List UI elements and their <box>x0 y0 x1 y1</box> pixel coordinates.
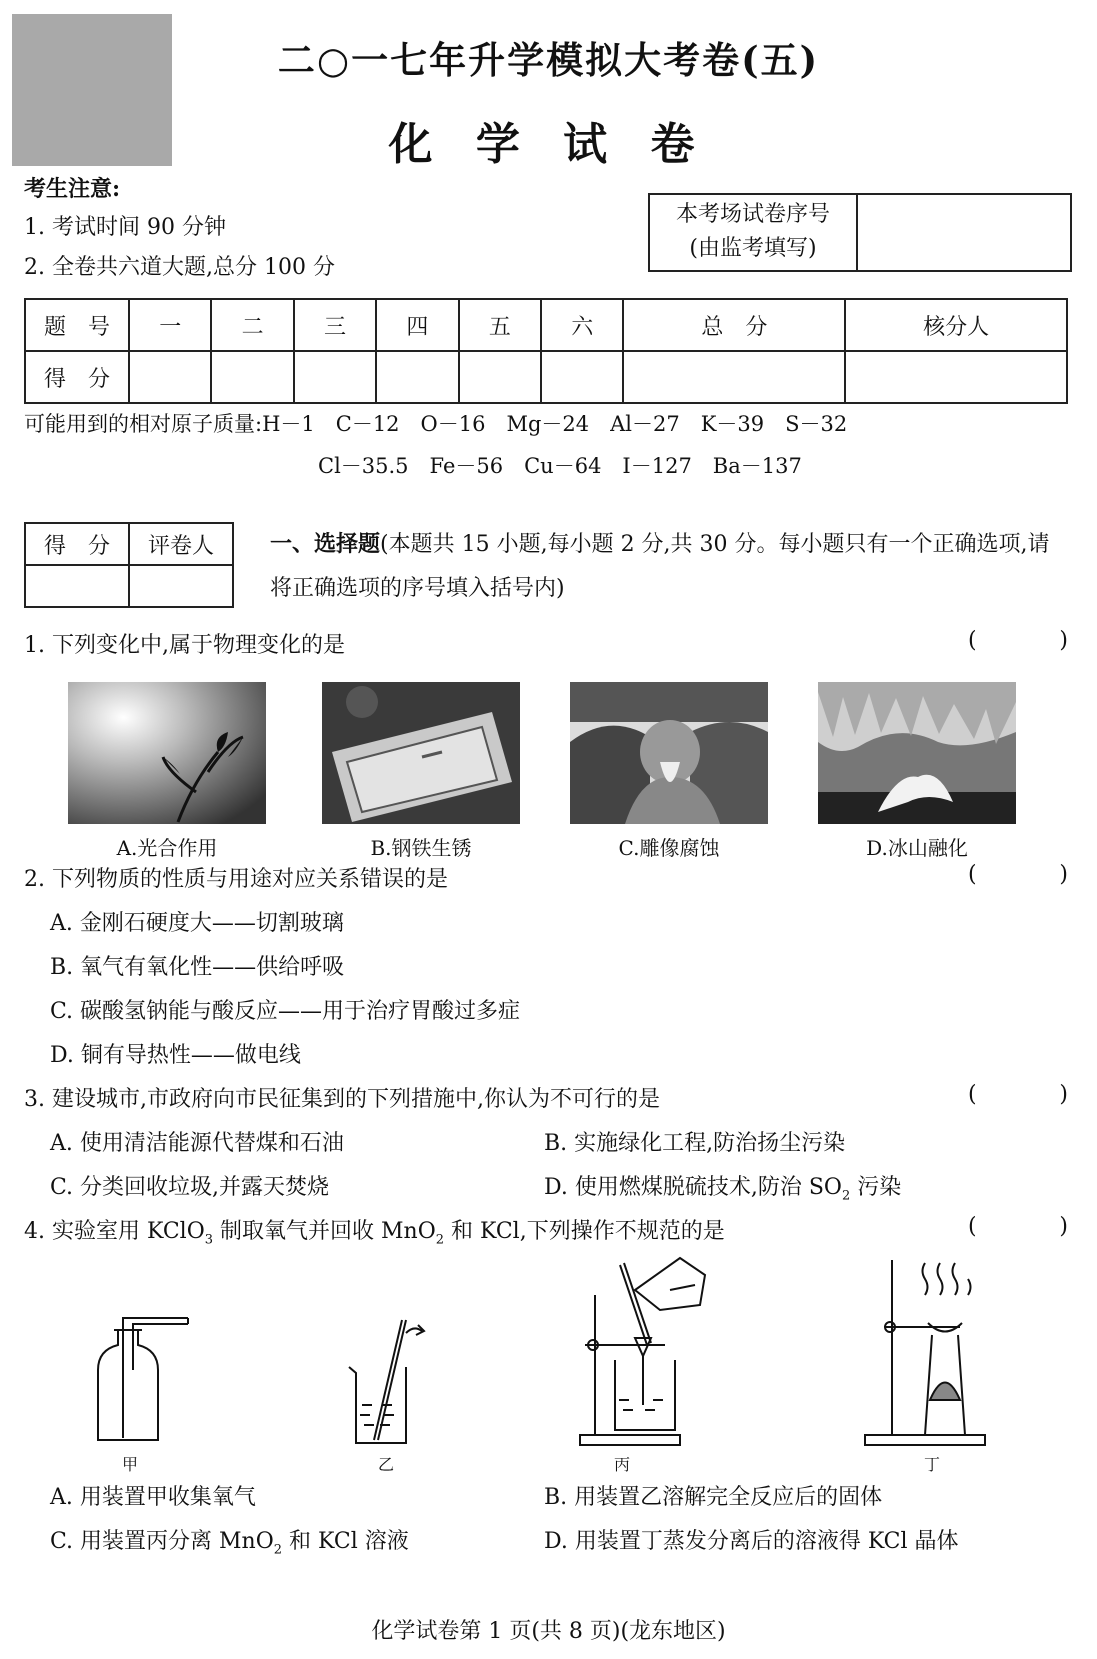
grader-table <box>24 522 234 608</box>
exam-subtitle: 化 学 试 卷 <box>388 119 709 170</box>
beaker-stirring-apparatus <box>344 1315 434 1445</box>
notice-item: 2. 全卷共六道大题,总分 100 分 <box>24 255 335 280</box>
score-header: 总 分 <box>623 299 845 351</box>
atomic-masses-line2: Cl－35.5 Fe－56 Cu－64 I－127 Ba－137 <box>318 454 802 478</box>
atomic-masses-line1: 可能用到的相对原子质量:H－1 C－12 O－16 Mg－24 Al－27 K－39 S－32 <box>24 412 848 436</box>
score-header: 题 号 <box>25 299 129 351</box>
score-header: 一 <box>129 299 211 351</box>
option-caption-d: D.冰山融化 <box>866 836 968 860</box>
grader-score-label: 得 分 <box>25 523 129 565</box>
question-3-stem: 3. 建设城市,市政府向市民征集到的下列措施中,你认为不可行的是 <box>24 1087 660 1112</box>
option-b: B. 实施绿化工程,防治扬尘污染 <box>544 1131 846 1156</box>
option-d: D. 铜有导热性——做电线 <box>50 1043 301 1068</box>
option-caption-c: C.雕像腐蚀 <box>618 836 720 860</box>
score-cell[interactable] <box>376 351 458 403</box>
photosynthesis-photo <box>68 682 266 824</box>
filtration-apparatus <box>575 1250 725 1450</box>
paper-sequence-box <box>648 193 1072 272</box>
melting-iceberg-photo <box>818 682 1016 824</box>
exam-title: 二○一七年升学模拟大考卷(五) <box>277 38 820 82</box>
answer-bracket[interactable]: ( ) <box>968 862 1068 887</box>
option-d: D. 用装置丁蒸发分离后的溶液得 KCl 晶体 <box>544 1529 959 1554</box>
score-cell[interactable] <box>211 351 293 403</box>
answer-bracket[interactable]: ( ) <box>968 1214 1068 1239</box>
score-header: 五 <box>459 299 541 351</box>
score-row-label: 得 分 <box>25 351 129 403</box>
option-b: B. 用装置乙溶解完全反应后的固体 <box>544 1485 883 1510</box>
apparatus-label-bing: 丙 <box>614 1455 631 1474</box>
score-header: 六 <box>541 299 623 351</box>
option-a: A. 用装置甲收集氧气 <box>50 1485 256 1510</box>
score-cell[interactable] <box>459 351 541 403</box>
score-cell[interactable] <box>294 351 376 403</box>
apparatus-label-ding: 丁 <box>924 1455 941 1474</box>
page-footer: 化学试卷第 1 页(共 8 页)(龙东地区) <box>371 1619 726 1644</box>
score-header: 四 <box>376 299 458 351</box>
apparatus-label-jia: 甲 <box>122 1455 139 1474</box>
score-cell[interactable] <box>129 351 211 403</box>
evaporation-apparatus <box>860 1255 990 1450</box>
grader-label: 评卷人 <box>129 523 233 565</box>
score-table <box>24 298 1068 404</box>
score-header: 核分人 <box>845 299 1067 351</box>
option-a: A. 金刚石硬度大——切割玻璃 <box>50 911 344 936</box>
sequence-label: 本考场试卷序号 (由监考填写) <box>650 195 858 270</box>
grader-name-cell[interactable] <box>129 565 233 607</box>
apparatus-label-yi: 乙 <box>378 1455 395 1474</box>
option-c: C. 用装置丙分离 MnO$_2$ 和 KCl 溶液 <box>50 1529 409 1558</box>
option-c: C. 分类回收垃圾,并露天焚烧 <box>50 1175 330 1200</box>
option-b: B. 氧气有氧化性——供给呼吸 <box>50 955 345 980</box>
score-header: 二 <box>211 299 293 351</box>
score-header: 三 <box>294 299 376 351</box>
gas-bottle-apparatus <box>78 1310 198 1450</box>
option-c: C. 碳酸氢钠能与酸反应——用于治疗胃酸过多症 <box>50 999 521 1024</box>
answer-bracket[interactable]: ( ) <box>968 1082 1068 1107</box>
rusted-iron-photo <box>322 682 520 824</box>
notice-item: 1. 考试时间 90 分钟 <box>24 215 226 240</box>
statue-photo <box>570 682 768 824</box>
question-4-stem: 4. 实验室用 KClO$_3$ 制取氧气并回收 MnO$_2$ 和 KCl,下列操作不规范的是 <box>24 1219 725 1248</box>
question-2-stem: 2. 下列物质的性质与用途对应关系错误的是 <box>24 867 448 892</box>
grader-score-cell[interactable] <box>25 565 129 607</box>
option-caption-b: B.钢铁生锈 <box>370 836 472 860</box>
score-cell[interactable] <box>845 351 1067 403</box>
option-a: A. 使用清洁能源代替煤和石油 <box>50 1131 344 1156</box>
answer-bracket[interactable]: ( ) <box>968 628 1068 653</box>
score-cell[interactable] <box>541 351 623 403</box>
question-1-stem: 1. 下列变化中,属于物理变化的是 <box>24 633 345 658</box>
option-d: D. 使用燃煤脱硫技术,防治 $SO_2$ 污染 <box>544 1175 902 1204</box>
notice-heading: 考生注意: <box>24 176 121 202</box>
score-cell[interactable] <box>623 351 845 403</box>
section-heading: 一、选择题(本题共 15 小题,每小题 2 分,共 30 分。每小题只有一个正确选项,请将正确选项的序号填入括号内) <box>270 531 1050 601</box>
option-caption-a: A.光合作用 <box>116 836 218 860</box>
